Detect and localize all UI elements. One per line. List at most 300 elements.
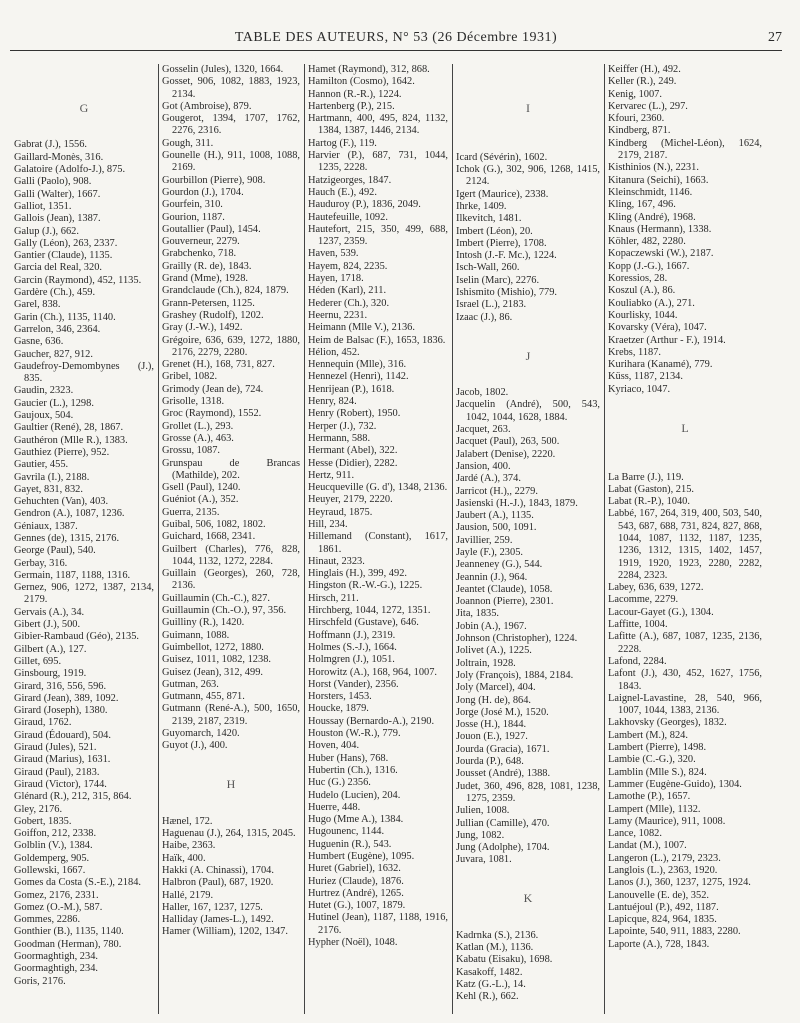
index-entry: Gaultier (René), 28, 1867. — [14, 422, 124, 434]
index-entry: Joannon (Pierre), 2301. — [456, 596, 554, 608]
index-entry: Gillet, 695. — [14, 655, 62, 667]
index-entry: Jita, 1835. — [456, 608, 500, 620]
index-entry: Gough, 311. — [162, 137, 214, 149]
index-entry: Guisez (Jean), 312, 499. — [162, 666, 263, 678]
index-entry: Groc (Raymond), 1552. — [162, 408, 262, 420]
index-entry: Jeannin (J.), 964. — [456, 571, 528, 583]
index-entry: Jasienski (H.-J.), 1843, 1879. — [456, 497, 578, 509]
section-letter: I — [526, 100, 530, 115]
index-entry: Knaus (Hermann), 1338. — [608, 223, 712, 235]
index-entry: Haller, 167, 1237, 1275. — [162, 901, 263, 913]
index-entry: Haibe, 2363. — [162, 840, 216, 852]
index-entry: Hatzigeorges, 1847. — [308, 174, 392, 186]
index-entry: Haven, 539. — [308, 248, 359, 260]
index-entry: Hamilton (Cosmo), 1642. — [308, 76, 415, 88]
spacer — [456, 867, 600, 892]
index-entry: Goiffon, 212, 2338. — [14, 828, 97, 840]
index-entry: Huc (G.) 2356. — [308, 777, 371, 789]
index-entry: Gomes da Costa (S.-E.), 2184. — [14, 877, 141, 889]
index-entry: Lambert (M.), 824. — [608, 729, 688, 741]
index-entry: Guichard, 1668, 2341. — [162, 531, 256, 543]
index-entry: Haïk, 400. — [162, 852, 206, 864]
index-entry: Lakhovsky (Georges), 1832. — [608, 717, 727, 729]
index-entry: Hamer (William), 1202, 1347. — [162, 926, 288, 938]
index-entry: Henry, 824. — [308, 396, 357, 408]
index-entry: Gernez, 906, 1272, 1387, 2134, 2179. — [14, 582, 154, 606]
index-entry: Guimann, 1088. — [162, 629, 230, 641]
index-entry: Jarricot (H.),, 2279. — [456, 485, 538, 497]
index-entry: Lafont (J.), 430, 452, 1627, 1756, 1843. — [608, 668, 762, 692]
index-entry: Hannon (R.-R.), 1224. — [308, 88, 402, 100]
index-entry: Goodman (Herman), 780. — [14, 938, 122, 950]
index-entry: Israel (L.), 2183. — [456, 299, 527, 311]
index-entry: Giraud (Paul), 2183. — [14, 766, 100, 778]
index-entry: Johnson (Christopher), 1224. — [456, 633, 578, 645]
section-letter: H — [226, 777, 236, 792]
index-entry: Hoven, 404. — [308, 740, 360, 752]
index-entry: Judet, 360, 496, 828, 1081, 1238, 1275, 2359. — [456, 780, 600, 804]
index-entry: Gasne, 636. — [14, 336, 64, 348]
index-entry: Jung (Adolphe), 1704. — [456, 842, 550, 854]
index-entry: Keiffer (H.), 492. — [608, 64, 681, 75]
index-entry: Jacquet, 263. — [456, 424, 511, 436]
index-entry: Hennezel (Henri), 1142. — [308, 371, 409, 383]
index-entry: Isch-Wall, 260. — [456, 262, 520, 274]
spacer — [456, 64, 600, 101]
index-entry: Heimann (Mlle V.), 2136. — [308, 322, 415, 334]
index-entry: Hartenberg (P.), 215. — [308, 100, 395, 112]
index-entry: Kling, 167, 496. — [608, 199, 676, 211]
index-entry: Horsters, 1453. — [308, 691, 372, 703]
index-entry: Guéniot (A.), 352. — [162, 494, 239, 506]
index-entry: Langlois (L.), 2363, 1920. — [608, 865, 718, 876]
index-entry: Jullian (Camille), 470. — [456, 817, 550, 829]
index-entry: Hirchberg, 1044, 1272, 1351. — [308, 605, 431, 617]
index-entry: Lanos (J.), 360, 1237, 1275, 1924. — [608, 877, 751, 889]
index-entry: Gaudefroy-Demombynes (J.), 835. — [14, 360, 154, 385]
index-entry: Heuyer, 2179, 2220. — [308, 494, 393, 506]
index-entry: Laignel-Lavastine, 28, 540, 966, 1007, 1044, 1383, 2136. — [608, 692, 762, 717]
index-entry: Jausion, 500, 1091. — [456, 522, 537, 534]
index-entry: Henrijean (P.), 1618. — [308, 383, 395, 395]
index-entry: Kervarec (L.), 297. — [608, 100, 688, 112]
index-entry: Lacomme, 2279. — [608, 594, 679, 606]
index-entry: Hermann, 588. — [308, 432, 371, 444]
spacer — [456, 324, 600, 349]
index-entry: Glénard (R.), 212, 315, 864. — [14, 791, 132, 803]
index-entry: Gourion, 1187. — [162, 211, 225, 223]
index-entry: Guisez, 1011, 1082, 1238. — [162, 654, 271, 666]
index-entry: Gibier-Rambaud (Géo), 2135. — [14, 631, 140, 643]
index-entry: Koszul (A.), 86. — [608, 285, 676, 297]
spacer — [162, 753, 300, 778]
index-entry: Iselin (Marc), 2276. — [456, 274, 540, 286]
index-entry: Hugo (Mme A.), 1384. — [308, 814, 404, 826]
index-entry: Harvier (P.), 687, 731, 1044, 1235, 2228. — [308, 150, 448, 174]
index-entry: Halliday (James-L.), 1492. — [162, 914, 274, 926]
index-entry: Holmgren (J.), 1051. — [308, 654, 395, 666]
index-entry: Josse (H.), 1844. — [456, 719, 527, 731]
index-entry: Ishismito (Mishio), 779. — [456, 287, 558, 299]
section-letter: J — [525, 348, 531, 363]
index-entry: Lapicque, 824, 964, 1835. — [608, 914, 717, 926]
index-entry: Gaucier (L.), 1298. — [14, 397, 94, 409]
index-entry: Hirsch, 211. — [308, 592, 359, 604]
index-entry: Lacour-Gayet (G.), 1304. — [608, 606, 714, 618]
index-entry: Guilbert (Charles), 776, 828, 1044, 1132, 1272, 2284. — [162, 543, 300, 567]
index-entry: Goutallier (Paul), 1454. — [162, 223, 261, 235]
index-entry: Kehl (R.), 662. — [456, 991, 519, 1003]
index-entry: Intosh (J.-F. Mc.), 1224. — [456, 250, 557, 262]
index-entry: Hinaut, 2323. — [308, 555, 365, 567]
index-entry: Hakki (A. Chinassi), 1704. — [162, 865, 274, 876]
index-entry: Jardé (A.), 374. — [456, 473, 521, 485]
index-entry: Gosselin (Jules), 1320, 1664. — [162, 64, 284, 75]
index-entry: Lance, 1082. — [608, 828, 662, 840]
index-entry: Garin (Ch.), 1135, 1140. — [14, 311, 116, 323]
index-entry: Kitanura (Seichi), 1663. — [608, 174, 709, 186]
index-entry: Gervais (A.), 34. — [14, 606, 85, 618]
index-entry: Jong (H. de), 864. — [456, 694, 532, 706]
index-entry: Lammer (Eugène-Guido), 1304. — [608, 778, 742, 790]
index-entry: Gilbert (A.), 127. — [14, 643, 87, 655]
index-entry: Jousset (André), 1388. — [456, 768, 551, 780]
index-entry: Kfouri, 2360. — [608, 113, 665, 125]
index-entry: Garcin (Raymond), 452, 1135. — [14, 274, 142, 286]
index-entry: Houcke, 1879. — [308, 703, 369, 715]
index-entry: Horowitz (A.), 168, 964, 1007. — [308, 666, 438, 678]
index-entry: Gray (J.-W.), 1492. — [162, 322, 243, 334]
index-entry: Katlan (M.), 1136. — [456, 942, 534, 954]
index-entry: Kenig, 1007. — [608, 88, 662, 100]
index-entry: Horst (Vander), 2356. — [308, 678, 399, 690]
section-letter: L — [681, 420, 689, 435]
index-entry: Giraud (Marius), 1631. — [14, 754, 111, 766]
index-entry: Holmes (S.-J.), 1664. — [308, 641, 397, 653]
index-entry: Jourda (Gracia), 1671. — [456, 743, 550, 755]
index-entry: Lafitte (A.), 687, 1087, 1235, 2136, 2228. — [608, 631, 762, 655]
index-entry: Hillemand (Constant), 1617, 1861. — [308, 531, 448, 555]
spacer — [456, 115, 600, 152]
index-entry: Hautefort, 215, 350, 499, 688, 1237, 2359. — [308, 223, 448, 248]
index-entry: Gabrat (J.), 1556. — [14, 139, 88, 151]
index-entry: Géniaux, 1387. — [14, 520, 78, 532]
index-entry: Hubertin (Ch.), 1316. — [308, 764, 398, 776]
index-entry: Hænel, 172. — [162, 815, 213, 827]
index-entry: Goormaghtigh, 234. — [14, 951, 98, 963]
index-entry: Kyriaco, 1047. — [608, 383, 671, 395]
index-entry: Lapointe, 540, 911, 1883, 2280. — [608, 926, 741, 938]
index-entry: Girard (Jean), 389, 1092. — [14, 692, 119, 704]
page-header — [10, 28, 782, 51]
index-entry: Goris, 2176. — [14, 975, 66, 987]
index-entry: Kovarsky (Véra), 1047. — [608, 322, 707, 334]
index-entry: Lamothe (P.), 1657. — [608, 791, 691, 803]
index-entry: Gerbay, 316. — [14, 557, 68, 569]
index-entry: Gaudin, 2323. — [14, 385, 74, 397]
index-entry: Lambie (C.-G.), 320. — [608, 754, 696, 766]
index-entry: Labey, 636, 639, 1272. — [608, 582, 704, 594]
index-entry: Galatoire (Adolfo-J.), 875. — [14, 164, 126, 176]
index-column-1 — [10, 64, 158, 1014]
index-entry: Hesse (Didier), 2282. — [308, 457, 398, 469]
index-entry: Jayle (F.), 2305. — [456, 546, 523, 558]
index-entry: Labat (Gaston), 215. — [608, 483, 694, 495]
index-entry: Hingston (R.-W.-G.), 1225. — [308, 580, 423, 592]
index-entry: Ihrke, 1409. — [456, 200, 507, 212]
index-entry: Huriez (Claude), 1876. — [308, 875, 404, 887]
index-entry: Igert (Maurice), 2338. — [456, 188, 549, 200]
index-entry: Kouliabko (A.), 271. — [608, 297, 695, 309]
spacer — [162, 791, 300, 816]
page-number: 27 — [768, 30, 782, 45]
index-entry: Hutet (G.), 1007, 1879. — [308, 900, 406, 912]
index-entry: Giraud (Victor), 1744. — [14, 778, 107, 790]
index-entry: Gutman, 263. — [162, 678, 219, 690]
index-entry: Gougerot, 1394, 1707, 1762, 2276, 2316. — [162, 113, 300, 137]
index-entry: Gribel, 1082. — [162, 371, 218, 383]
index-entry: Golblin (V.), 1384. — [14, 840, 93, 852]
index-entry: Hallé, 2179. — [162, 889, 214, 901]
index-entry: Hauch (E.), 492. — [308, 186, 377, 198]
index-entry: Lantuéjoul (P.), 492, 1187. — [608, 901, 719, 913]
index-entry: Garrelon, 346, 2364. — [14, 323, 101, 335]
index-entry: Grailly (R. de), 1843. — [162, 260, 252, 272]
index-entry: Gomez (O.-M.), 587. — [14, 901, 103, 913]
index-entry: Grosse (A.), 463. — [162, 432, 234, 444]
index-entry: Kindberg (Michel-Léon), 1624, 2179, 2187. — [608, 137, 762, 162]
index-entry: Gennes (de), 1315, 2176. — [14, 532, 120, 544]
index-entry: Joltrain, 1928. — [456, 657, 516, 669]
index-entry: Grashey (Rudolf), 1202. — [162, 309, 264, 321]
index-entry: Keller (R.), 249. — [608, 76, 677, 88]
index-entry: Kisthinios (N.), 2231. — [608, 162, 699, 174]
index-entry: Grollet (L.), 293. — [162, 420, 234, 432]
index-entry: Lafond, 2284. — [608, 655, 667, 667]
index-entry: Herper (J.), 732. — [308, 420, 377, 432]
index-entry: Imbert (Léon), 20. — [456, 225, 533, 237]
index-entry: Grabchenko, 718. — [162, 248, 237, 260]
index-entry: Kurihara (Kanamé), 779. — [608, 359, 713, 371]
index-entry: Gutmann (René-A.), 500, 1650, 2139, 2187, 2319. — [162, 703, 300, 727]
index-entry: Jeantet (Claude), 1058. — [456, 583, 553, 595]
index-column-2 — [158, 64, 304, 1014]
index-entry: Grunspau de Brancas (Mathilde), 202. — [162, 457, 300, 481]
index-entry: Grand (Mme), 1928. — [162, 273, 248, 285]
index-entry: Giraud, 1762. — [14, 717, 72, 729]
section-letter: K — [523, 891, 533, 906]
index-entry: Gaucher, 827, 912. — [14, 348, 93, 360]
index-entry: George (Paul), 540. — [14, 545, 96, 557]
index-entry: Halbron (Paul), 687, 1920. — [162, 877, 274, 889]
index-entry: Kindberg, 871. — [608, 125, 671, 137]
index-entry: La Barre (J.), 119. — [608, 471, 684, 483]
index-entry: Ginsbourg, 1919. — [14, 668, 87, 680]
index-entry: Houston (W.-R.), 779. — [308, 728, 401, 740]
index-entry: Gobert, 1835. — [14, 815, 72, 827]
index-entry: Hayem, 824, 2235. — [308, 260, 388, 272]
index-entry: Gutmann, 455, 871. — [162, 691, 245, 703]
index-entry: Galli (Walter), 1667. — [14, 188, 101, 200]
index-entry: Huguenin (R.), 543. — [308, 838, 392, 850]
index-entry: Germain, 1187, 1188, 1316. — [14, 569, 131, 581]
index-entry: Kraetzer (Arthur - F.), 1914. — [608, 334, 726, 346]
index-entry: Gibert (J.), 500. — [14, 619, 81, 631]
index-entry: Lamy (Maurice), 911, 1008. — [608, 815, 726, 827]
index-entry: Gauthéron (Mlle R.), 1383. — [14, 434, 128, 446]
spacer — [608, 396, 762, 421]
index-entry: Hoffmann (J.), 2319. — [308, 629, 396, 641]
index-entry: Katz (G.-L.), 14. — [456, 979, 526, 991]
index-entry: Galli (Paolo), 908. — [14, 176, 92, 188]
index-entry: Gally (Léon), 263, 2337. — [14, 237, 118, 249]
index-entry: Giraud (Édouard), 504. — [14, 729, 111, 741]
index-entry: Gaillard-Monès, 316. — [14, 151, 104, 163]
index-entry: Gantier (Claude), 1135. — [14, 250, 113, 262]
index-entry: Gavrila (I.), 2188. — [14, 471, 90, 483]
index-entry: Houssay (Bernardo-A.), 2190. — [308, 715, 435, 727]
index-entry: Jaubert (A.), 1135. — [456, 510, 534, 522]
index-entry: Kadrnka (S.), 2136. — [456, 929, 539, 941]
index-entry: Grenet (H.), 168, 731, 827. — [162, 359, 275, 371]
index-entry: Icard (Sévérin), 1602. — [456, 151, 548, 163]
index-entry: Küss, 1187, 2134. — [608, 371, 683, 383]
index-entry: Laporte (A.), 728, 1843. — [608, 938, 710, 950]
index-entry: Gaujoux, 504. — [14, 410, 74, 422]
index-entry: Koressios, 28. — [608, 273, 668, 285]
index-entry: Guyot (J.), 400. — [162, 740, 228, 752]
index-entry: Lanouvelle (E. de), 352. — [608, 889, 709, 901]
index-entry: Hugounenc, 1144. — [308, 826, 385, 838]
index-entry: Girard, 316, 556, 596. — [14, 680, 107, 692]
spacer — [14, 115, 154, 140]
index-entry: Got (Ambroise), 879. — [162, 100, 252, 112]
index-entry: Juvara, 1081. — [456, 854, 512, 866]
index-entry: Hinglais (H.), 399, 492. — [308, 568, 407, 580]
index-entry: Kasakoff, 1482. — [456, 966, 523, 978]
index-entry: Kleinschmidt, 1146. — [608, 186, 693, 198]
index-entry: Huret (Gabriel), 1632. — [308, 863, 401, 875]
index-entry: Gommes, 2286. — [14, 914, 81, 926]
index-entry: Gomez, 2176, 2331. — [14, 889, 99, 901]
index-entry: Hayen, 1718. — [308, 273, 364, 285]
index-entry: Gehuchten (Van), 403. — [14, 496, 109, 508]
index-entry: Galup (J.), 662. — [14, 225, 79, 237]
index-entry: Lamblin (Mlle S.), 824. — [608, 766, 707, 778]
spacer — [456, 363, 600, 388]
index-entry: Grann-Petersen, 1125. — [162, 297, 255, 309]
index-entry: Grimody (Jean de), 724. — [162, 383, 264, 395]
index-entry: Hartmann, 400, 495, 824, 1132, 1384, 1387, 1446, 2134. — [308, 113, 448, 137]
index-entry: Gounelle (H.), 911, 1008, 1088, 2169. — [162, 150, 300, 174]
index-entry: Hautefeuille, 1092. — [308, 211, 388, 223]
index-entry: Jolivet (A.), 1225. — [456, 645, 532, 657]
index-entry: Gosset, 906, 1082, 1883, 1923, 2134. — [162, 76, 300, 100]
index-entry: Girard (Joseph), 1380. — [14, 705, 108, 717]
index-entry: Jourda (P.), 648. — [456, 756, 524, 768]
index-entry: Guyomarch, 1420. — [162, 728, 240, 740]
index-entry: Galliot, 1351. — [14, 200, 72, 212]
index-entry: Guerra, 2135. — [162, 506, 220, 518]
index-entry: Guillaumin (Ch.-C.), 827. — [162, 592, 270, 604]
index-column-4 — [452, 64, 604, 1014]
index-entry: Guibal, 506, 1082, 1802. — [162, 518, 266, 530]
index-entry: Hertz, 911. — [308, 469, 355, 481]
index-entry: Hélion, 452. — [308, 346, 360, 358]
index-column-5 — [604, 64, 766, 1014]
index-entry: Henry (Robert), 1950. — [308, 408, 401, 420]
author-index — [10, 64, 790, 1014]
index-entry: Guillaumin (Ch.-O.), 97, 356. — [162, 605, 287, 617]
index-entry: Humbert (Eugène), 1095. — [308, 851, 415, 862]
index-entry: Jacob, 1802. — [456, 387, 509, 399]
index-entry: Laffitte, 1004. — [608, 619, 668, 631]
index-entry: Heernu, 2231. — [308, 309, 368, 321]
index-entry: Huerre, 448. — [308, 801, 361, 813]
index-entry: Hirschfeld (Gustave), 646. — [308, 617, 419, 629]
index-entry: Gayet, 831, 832. — [14, 483, 83, 495]
index-entry: Goormaghtigh, 234. — [14, 963, 98, 975]
index-entry: Gourbillon (Pierre), 908. — [162, 174, 266, 186]
index-entry: Joly (François), 1884, 2184. — [456, 669, 574, 681]
index-entry: Gsell (Paul), 1240. — [162, 482, 241, 494]
index-entry: Jalabert (Denise), 2220. — [456, 448, 556, 460]
index-entry: Jobin (A.), 1967. — [456, 620, 527, 632]
spacer — [608, 435, 762, 472]
index-entry: Hudelo (Lucien), 204. — [308, 789, 401, 801]
index-entry: Hurtrez (André), 1265. — [308, 887, 404, 899]
index-entry: Heyraud, 1875. — [308, 506, 373, 518]
index-entry: Jansion, 400. — [456, 460, 511, 472]
index-entry: Guimbellot, 1272, 1880. — [162, 641, 264, 653]
spacer — [14, 64, 154, 101]
index-entry: Giraud (Jules), 521. — [14, 742, 97, 754]
index-entry: Grossu, 1087. — [162, 445, 221, 457]
index-entry: Labat (R.-P.), 1040. — [608, 496, 690, 508]
index-entry: Gourdon (J.), 1704. — [162, 186, 244, 198]
index-entry: Jung, 1082. — [456, 829, 505, 841]
index-entry: Jorge (José M.), 1520. — [456, 706, 549, 718]
index-entry: Lampert (Mlle), 1132. — [608, 803, 701, 815]
index-entry: Grandclaude (Ch.), 824, 1879. — [162, 285, 289, 297]
index-column-3 — [304, 64, 452, 1014]
index-entry: Garcia del Real, 320. — [14, 262, 102, 274]
index-entry: Ilkevitch, 1481. — [456, 213, 522, 225]
index-entry: Lambert (Pierre), 1498. — [608, 742, 707, 754]
index-entry: Hartog (F.), 119. — [308, 137, 377, 149]
index-entry: Joly (Marcel), 404. — [456, 682, 536, 694]
index-entry: Hypher (Noël), 1048. — [308, 937, 398, 949]
index-entry: Gollewski, 1667. — [14, 865, 86, 876]
index-entry: Guilliny (R.), 1420. — [162, 617, 245, 629]
index-entry: Hamet (Raymond), 312, 868. — [308, 64, 430, 75]
index-entry: Hermant (Abel), 322. — [308, 445, 398, 457]
index-entry: Izaac (J.), 86. — [456, 311, 513, 323]
index-entry: Hauduroy (P.), 1836, 2049. — [308, 199, 421, 211]
index-entry: Heucqueville (G. d'), 1348, 2136. — [308, 482, 448, 494]
index-entry: Guillain (Georges), 260, 728, 2136. — [162, 568, 300, 592]
index-entry: Haguenau (J.), 264, 1315, 2045. — [162, 828, 296, 840]
index-entry: Gardère (Ch.), 459. — [14, 287, 96, 299]
index-entry: Huber (Hans), 768. — [308, 752, 389, 764]
index-entry: Gonthier (B.), 1135, 1140. — [14, 926, 124, 938]
index-entry: Ichok (G.), 302, 906, 1268, 1415, 2124. — [456, 164, 600, 188]
index-entry: Kopaczewski (W.), 2187. — [608, 248, 714, 260]
index-entry: Labbé, 167, 264, 319, 400, 503, 540, 543, 687, 688, 731, 824, 827, 868, 1044, 1087, 1132, 1187, 1235, 1236, 1312, 1315, 1402, 1457, 1919, 1920, 1923, 2280, 2282, 2284, 2323. — [608, 508, 762, 581]
index-entry: Jacquelin (André), 500, 543, 1042, 1044, 1628, 1884. — [456, 399, 600, 423]
index-entry: Jeanneney (G.), 544. — [456, 559, 543, 571]
index-entry: Gendron (A.), 1087, 1236. — [14, 508, 125, 520]
